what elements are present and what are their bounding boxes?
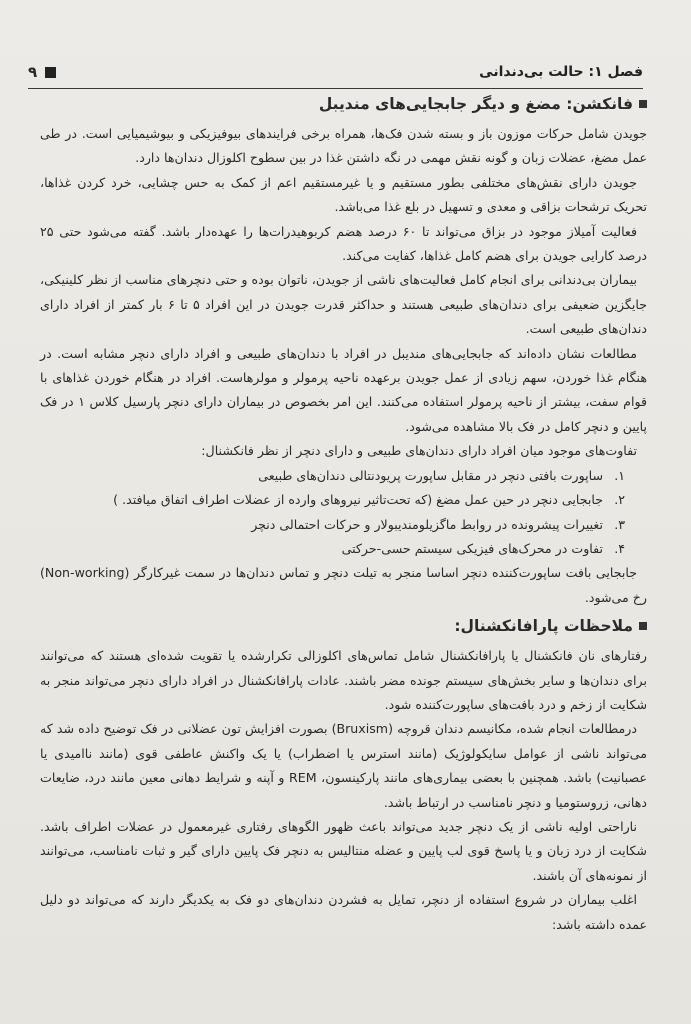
page-number: ۹: [28, 63, 38, 81]
list-item: [40, 488, 647, 512]
list-text: تغییرات پیشرونده در روابط ماگزیلومندیبولار و حرکات احتمالی دنچر: [251, 516, 603, 532]
list-item: [40, 537, 647, 561]
square-bullet-icon: [639, 100, 647, 108]
list-item: [40, 464, 647, 488]
paragraph: رفتارهای نان فانکشنال یا پارافانکشنال شامل تماس‌های اکلوزالی تکرارشده یا تقویت شده‌ای هستند که می‌توانند برای دندان‌ها و سایر بخش‌های سیستم جونده مضر باشند. عادات پارافانکشنال در افراد دارای دنچر می‌تواند منجر به شکایت از زخم و درد بافت‌های ساپورت‌کننده شود.: [40, 648, 647, 712]
square-marker-icon: [45, 67, 56, 78]
paragraph: جویدن شامل حرکات موزون باز و بسته شدن فک‌ها، همراه برخی فرایندهای بیوفیزیکی و بیوشیمیایی است. در طی عمل مضغ، عضلات زبان و گونه نقش مهمی در نگه داشتن غذا در بین سطوح اکلوزال دندان‌ها دارد.: [40, 126, 647, 166]
section-heading-text: ملاحظات پارافانکشنال:: [454, 617, 633, 636]
list-text: ساپورت بافتی دنچر در مقابل ساپورت پریودنتالی دندان‌های طبیعی: [258, 467, 603, 483]
paragraph: ناراحتی اولیه ناشی از یک دنچر جدید می‌تواند باعث ظهور الگوهای رفتاری غیرمعمول در عضلات اطراف باشد. شکایت از درد زبان و یا پاسخ قوی لب پایین و عضله منتالیس به دنچر فک پایین دارای گیر و ثبات نامناسب، می‌توانند از نمونه‌های آن باشند.: [40, 818, 647, 883]
list-item: [40, 513, 647, 537]
page-number-group: [28, 63, 56, 81]
square-bullet-icon: [639, 622, 647, 630]
list-text: جابجایی دنچر در حین عمل مضغ (که تحت‌تاثیر نیروهای وارده از عضلات اطراف اتفاق میافتد. ): [113, 492, 603, 508]
paragraph: مطالعات نشان داده‌اند که جابجایی‌های مندیبل در افراد با دندان‌های طبیعی و افراد دارای دنچر مشابه است. در هنگام غذا خوردن، سهم زیادی از عمل جویدن برعهده ناحیه پرمولر و مولرهاست. افراد در هنگام خوردن غذاهای با قوام سفت، بیشتر از ناحیه پرمولر استفاده می‌کنند. این امر بخصوص در بیماران دارای دنچر پارسیل کلاس ۱ در فک پایین و دنچر کامل در فک بالا مشاهده می‌شود.: [40, 345, 647, 434]
section-heading-function: [40, 94, 647, 114]
page-header: [28, 60, 643, 89]
list-number: ۴.: [614, 540, 625, 556]
list-number: ۳.: [614, 516, 625, 532]
section-heading-parafunctional: [40, 616, 647, 636]
paragraph: اغلب بیماران در شروع استفاده از دنچر، تمایل به فشردن دندان‌های دو فک به یکدیگر دارند که می‌تواند دو دلیل عمده داشته باشد:: [40, 892, 647, 932]
paragraph: درمطالعات انجام شده، مکانیسم دندان قروچه (Bruxism) بصورت افزایش تون عضلانی در فک توضیح داده شد که می‌تواند ناشی از عوامل سایکولوژیک (مانند استرس یا اضطراب) یا یک واکنش عاطفی قوی (مانند ناامیدی یا عصبانیت) باشد. همچنین با بعضی بیماری‌های مانند پارکینسون، REM و آپنه و شرایط دهانی معین مانند درد، ضایعات دهانی، زروستومیا و دنچر نامناسب در ارتباط باشد.: [40, 721, 647, 810]
paragraph: جویدن دارای نقش‌های مختلفی بطور مستقیم و یا غیرمستقیم اعم از کمک به حس چشایی، خرد کردن غذاها، تحریک ترشحات بزاقی و معدی و تسهیل در بلع غذا می‌باشد.: [40, 174, 647, 215]
paragraph: جابجایی بافت ساپورت‌کننده دنچر اساسا منجر به تیلت دنچر و تماس دندان‌ها در سمت غیرکارگر (Non-working) رخ می‌شود.: [40, 565, 647, 605]
paragraph: تفاوت‌های موجود میان افراد دارای دندان‌های طبیعی و دارای دنچر از نظر فانکشنال:: [201, 443, 637, 459]
chapter-title: فصل ۱: حالت بی‌دندانی: [479, 64, 643, 80]
paragraph: فعالیت آمیلاز موجود در بزاق می‌تواند تا ۶۰ درصد هضم کربوهیدرات‌ها را عهده‌دار باشد. گفته می‌شود حتی ۲۵ درصد کارایی جویدن برای هضم کامل غذاها، کفایت می‌کند.: [40, 223, 647, 264]
page-content: [40, 94, 647, 937]
differences-list: [40, 464, 647, 562]
section-heading-text: فانکشن: مضغ و دیگر جابجایی‌های مندیبل: [318, 95, 633, 113]
list-number: ۱.: [614, 467, 625, 483]
paragraph: بیماران بی‌دندانی برای انجام کامل فعالیت‌های ناشی از جویدن، ناتوان بوده و حتی دنچرهای مناسب از نظر کلینیکی، جایگزین ضعیفی برای دندان‌های طبیعی هستند و حداکثر قدرت جویدن در این افراد ۵ تا ۶ بار کمتر از افراد دارای دندان‌های طبیعی است.: [40, 272, 647, 337]
list-number: ۲.: [614, 492, 625, 508]
list-text: تفاوت در محرک‌های فیزیکی سیستم حسی-حرکتی: [341, 540, 603, 556]
